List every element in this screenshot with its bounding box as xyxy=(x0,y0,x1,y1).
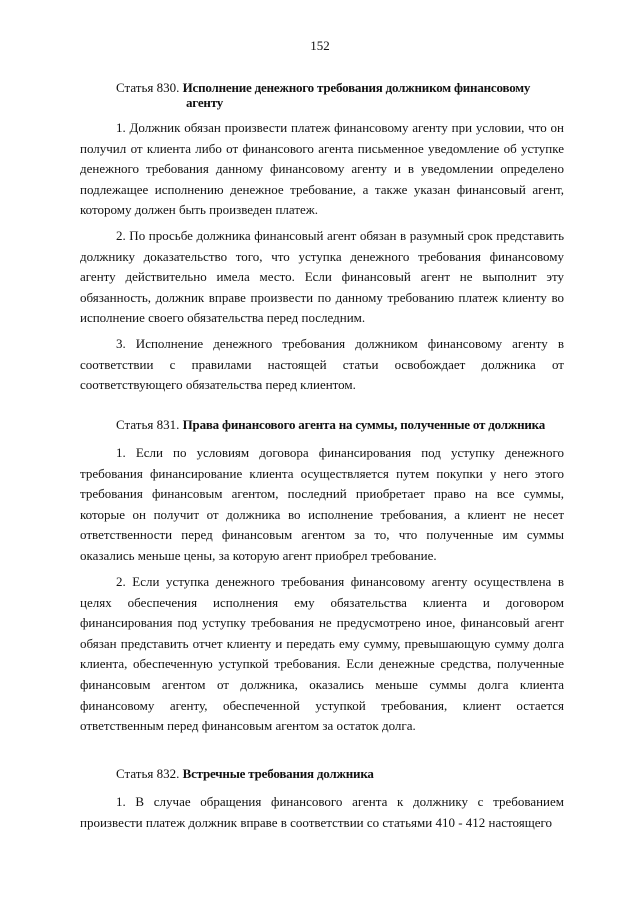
article-830-paragraph-1: 1. Должник обязан произвести платеж финансовому агенту при условии, что он получил от клиента либо от финансового агента письменное уведомление об уступке денежного требования данному финансовому агенту и в уведомлении определено подлежащее исполнению денежное требование, а также указан финансовый агент, которому должен быть произведен платеж. xyxy=(80,120,564,218)
article-830-heading xyxy=(116,80,576,110)
article-831-paragraph-2: 2. Если уступка денежного требования финансовому агенту осуществлена в целях обеспечения исполнения ему обязательства клиента и договором финансирования под уступку требования не предусмотрено иное, финансовый агент обязан представить отчет клиенту и передать ему сумму, превышающую сумму долга клиента, обеспеченную уступкой требования. Если денежные средства, полученные финансовым агентом от должника, оказались меньше суммы долга клиента финансовому агенту, обеспеченной уступкой требования, клиент остается ответственным перед финансовым агентом за остаток долга. xyxy=(80,574,564,734)
article-830-title-line1: Исполнение денежного требования должником финансовому xyxy=(182,80,531,95)
article-831-paragraph-1: 1. Если по условиям договора финансирования под уступку денежного требования финансирование клиента осуществляется путем покупки у него этого требования финансовым агентом, последний приобретает право на все суммы, которые он получит от должника во исполнение требования, а клиент не несет ответственности перед финансовым агентом за то, что полученные им суммы оказались меньше цены, за которую агент приобрел требование. xyxy=(80,445,564,563)
article-832-title: Встречные требования должника xyxy=(182,766,374,781)
article-830-paragraph-3: 3. Исполнение денежного требования должником финансовому агенту в соответствии с правилами настоящей статьи освобождает должника от соответствующего обязательства перед клиентом. xyxy=(80,336,564,393)
article-830-number: Статья 830. xyxy=(116,80,180,95)
article-832-paragraph-1: 1. В случае обращения финансового агента к должнику с требованием произвести платеж должник вправе в соответствии со статьями 410 - 412 настоящего xyxy=(80,794,564,830)
article-831-number: Статья 831. xyxy=(116,417,180,432)
article-831-heading xyxy=(116,417,586,432)
page-number: 152 xyxy=(310,38,330,53)
article-830-paragraph-2: 2. По просьбе должника финансовый агент обязан в разумный срок представить должнику доказательство того, что уступка денежного требования финансовому агенту действительно имела место. Если финансовый агент не выполнит эту обязанность, должник вправе произвести по данному требованию платеж клиенту во исполнение своего обязательства перед последним. xyxy=(80,228,564,326)
article-830-title-line2: агенту xyxy=(186,95,224,110)
article-832-heading xyxy=(116,766,576,781)
article-831-title: Права финансового агента на суммы, полученные от должника xyxy=(182,417,546,432)
article-832-number: Статья 832. xyxy=(116,766,180,781)
